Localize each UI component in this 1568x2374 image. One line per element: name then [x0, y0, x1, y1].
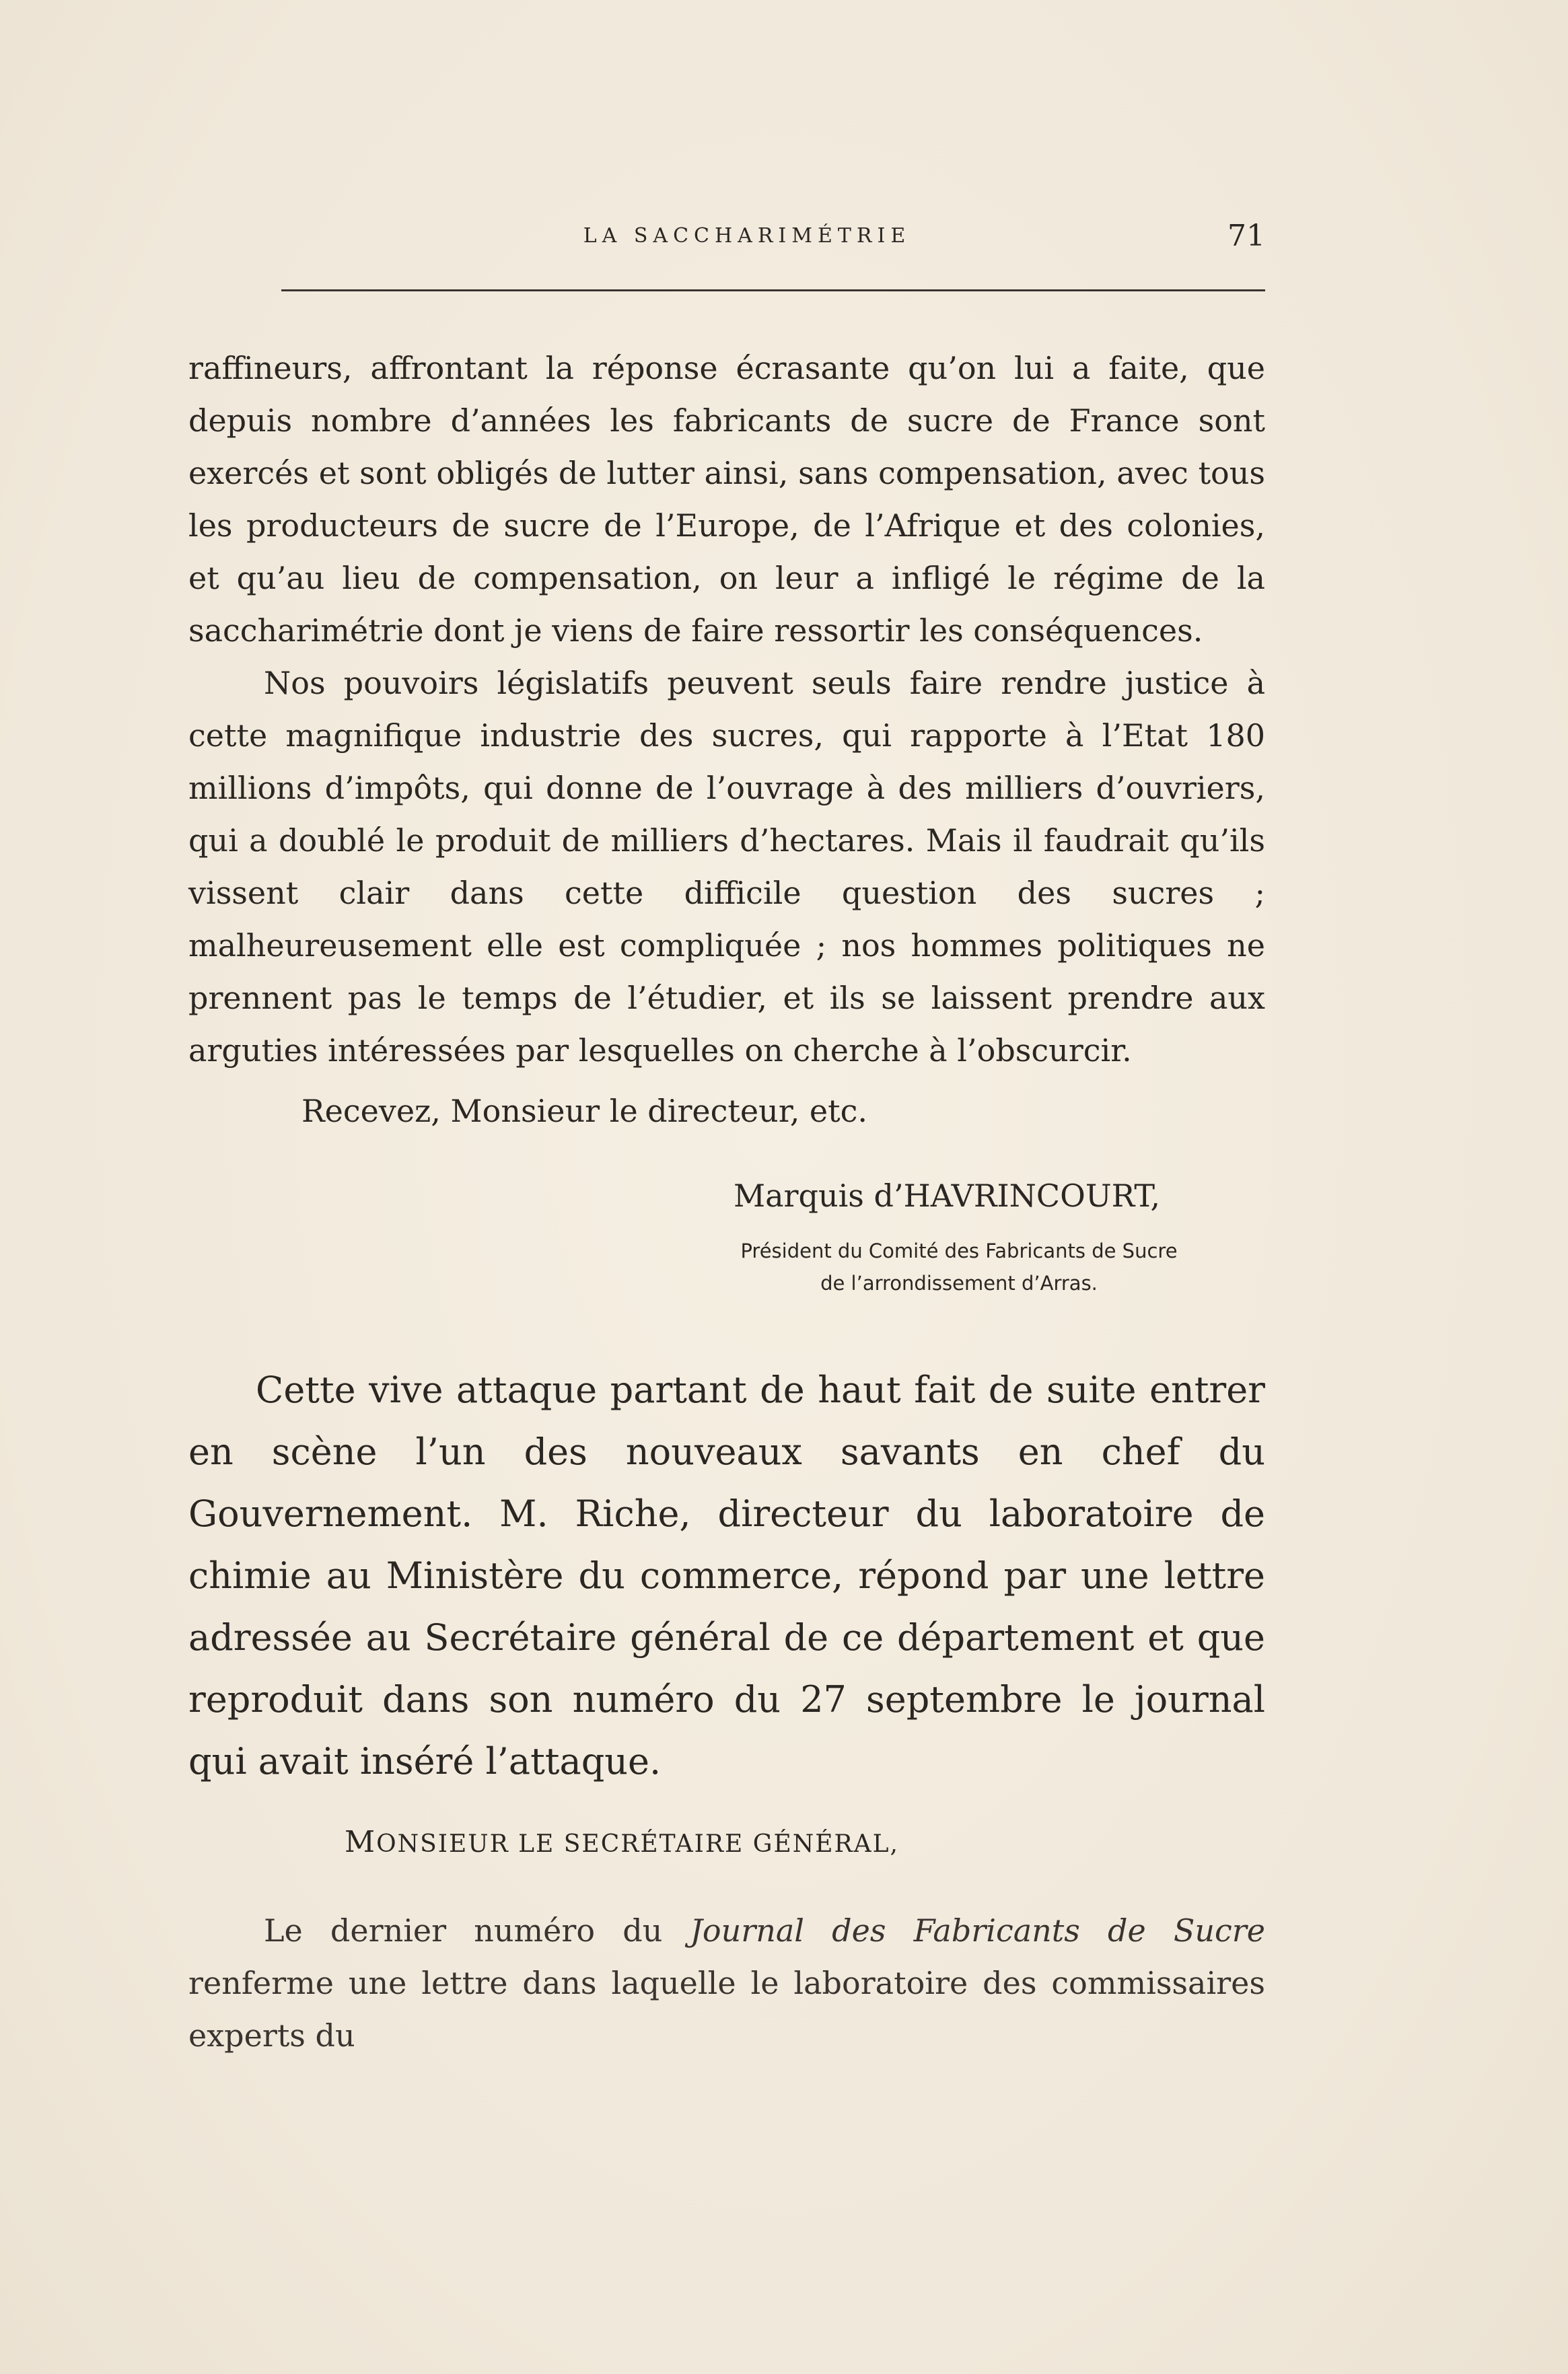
page-header [188, 219, 1265, 264]
reply-paragraph [188, 1904, 1265, 2062]
letter-paragraph-1: raffineurs, affrontant la réponse écrasante qu’on lui a faite, que depuis nombre d’années les fabricants de sucre de France sont exercés et sont obligés de lutter ainsi, sans compensation, avec tous les producteurs de sucre de l’Europe, de l’Afrique et des colonies, et qu’au lieu de compensation, on leur a infligé le régime de la saccharimétrie dont je viens de faire ressortir les conséquences. [188, 350, 1265, 649]
letter-body [188, 342, 1265, 1077]
reply-address [345, 1825, 899, 1859]
page-number: 71 [1227, 219, 1265, 253]
address-rest: ONSIEUR LE SECRÉTAIRE GÉNÉRAL, [376, 1830, 899, 1858]
letter-closing: Recevez, Monsieur le directeur, etc. [301, 1093, 868, 1129]
letter-signature: Marquis d’HAVRINCOURT, [734, 1178, 1160, 1214]
address-initial: M [345, 1825, 377, 1859]
signature-title [693, 1235, 1225, 1299]
narrative-body [188, 1359, 1265, 1793]
journal-title: Journal des Fabricants de Sucre [690, 1912, 1265, 1949]
narrative-paragraph: Cette vive attaque partant de haut fait de suite entrer en scène l’un des nouveaux savants en chef du Gouvernement. M. Riche, directeur du laboratoire de chimie au Ministère du commerce, répond par une lettre adressée au Secrétaire général de ce département et que reproduit dans son numéro du 27 septembre le journal qui avait inséré l’attaque. [188, 1369, 1265, 1783]
reply-body [188, 1904, 1265, 2062]
reply-line-start: Le dernier numéro du [264, 1912, 690, 1949]
header-rule [281, 289, 1265, 291]
signature-title-line-2: de l’arrondissement d’Arras. [820, 1272, 1098, 1295]
running-title: LA SACCHARIMÉTRIE [583, 224, 911, 248]
reply-line-rest: renferme une lettre dans laquelle le laboratoire des commissaires experts du [188, 1965, 1265, 2054]
letter-paragraph-2: Nos pouvoirs législatifs peuvent seuls faire rendre justice à cette magnifique industrie des sucres, qui rapporte à l’Etat 180 millions d’impôts, qui donne de l’ouvrage à des milliers d’ouvriers, qui a doublé le produit de milliers d’hectares. Mais il faudrait qu’ils vissent clair dans cette difficile question des sucres ; malheureusement elle est compliquée ; nos hommes politiques ne prennent pas le temps de l’étudier, et ils se laissent prendre aux arguties intéressées par lesquelles on cherche à l’obscurcir. [188, 665, 1265, 1069]
signature-title-line-1: Président du Comité des Fabricants de Sucre [740, 1239, 1178, 1262]
